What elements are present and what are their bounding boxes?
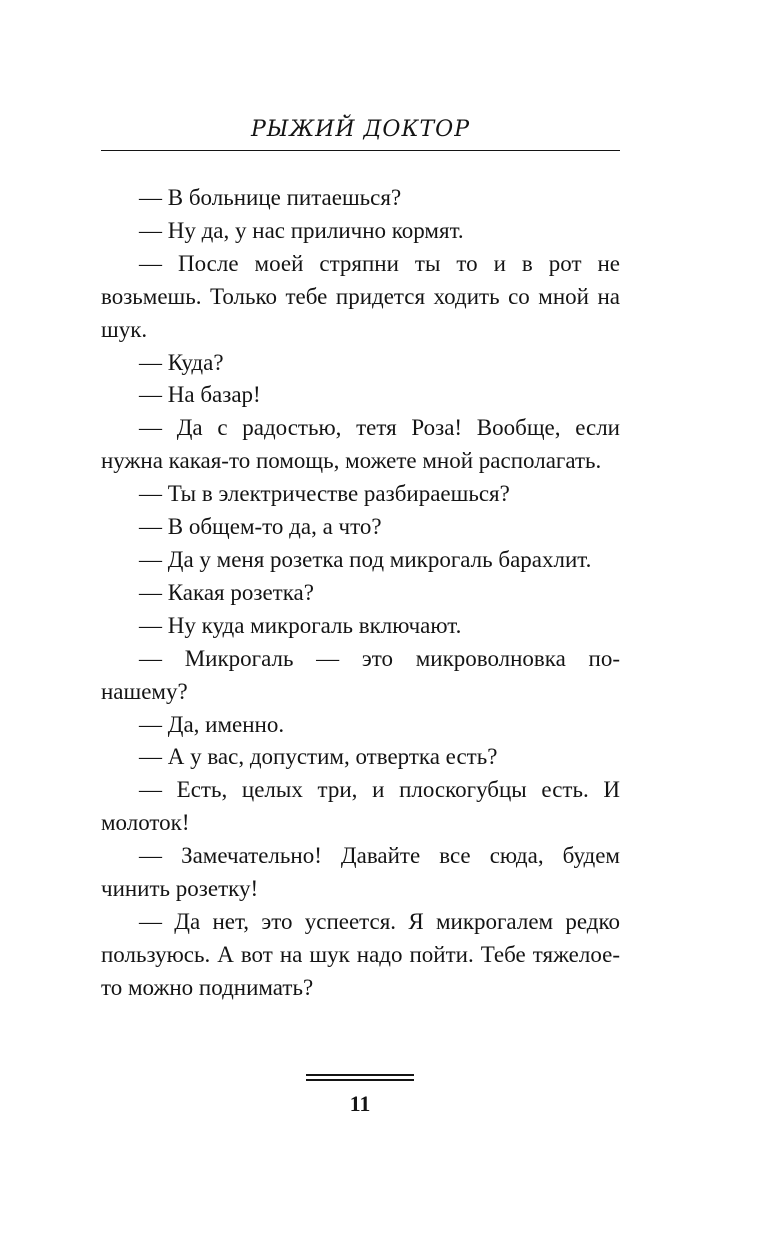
paragraph: — Есть, целых три, и плоскогубцы есть. И молоток! — [101, 777, 620, 836]
page-number: 11 — [349, 1091, 371, 1116]
header-rule — [101, 150, 620, 151]
footer-rule-bottom — [306, 1079, 414, 1081]
paragraph: — Микрогаль — это микроволновка по-нашему? — [101, 645, 620, 704]
paragraph: — Ты в электричестве разбираешься? — [139, 481, 510, 507]
paragraph: — Куда? — [139, 349, 224, 375]
paragraph: — Да с радостью, тетя Роза! Вообще, если нужна какая-то помощь, можете мной располагать. — [101, 415, 620, 474]
running-title: РЫЖИЙ ДОКТОР — [251, 117, 470, 142]
paragraph: — В больнице питаешься? — [139, 185, 402, 210]
footer-rule-top — [306, 1074, 414, 1076]
paragraph: — А у вас, допустим, отвертка есть? — [139, 744, 498, 770]
paragraph: — Да, именно. — [139, 711, 285, 737]
paragraph: — Замечательно! Давайте все сюда, будем чинить розетку! — [101, 843, 620, 902]
paragraph: — На базар! — [139, 382, 261, 408]
paragraph: — Да у меня розетка под микрогаль барахлит. — [139, 546, 592, 572]
paragraph: — Ну куда микрогаль включают. — [139, 612, 462, 638]
paragraph: — Какая розетка? — [139, 579, 314, 605]
paragraph: — Ну да, у нас прилично кормят. — [139, 217, 464, 243]
paragraph: — Да нет, это успеется. Я микрогалем редко пользуюсь. А вот на шук надо пойти. Тебе тяжелое-то можно поднимать? — [101, 908, 620, 1000]
paragraph: — После моей стряпни ты то и в рот не возьмешь. Только тебе придется ходить со мной на шук. — [101, 250, 620, 342]
paragraph: — В общем-то да, а что? — [139, 514, 382, 540]
body-text — [101, 182, 620, 1005]
